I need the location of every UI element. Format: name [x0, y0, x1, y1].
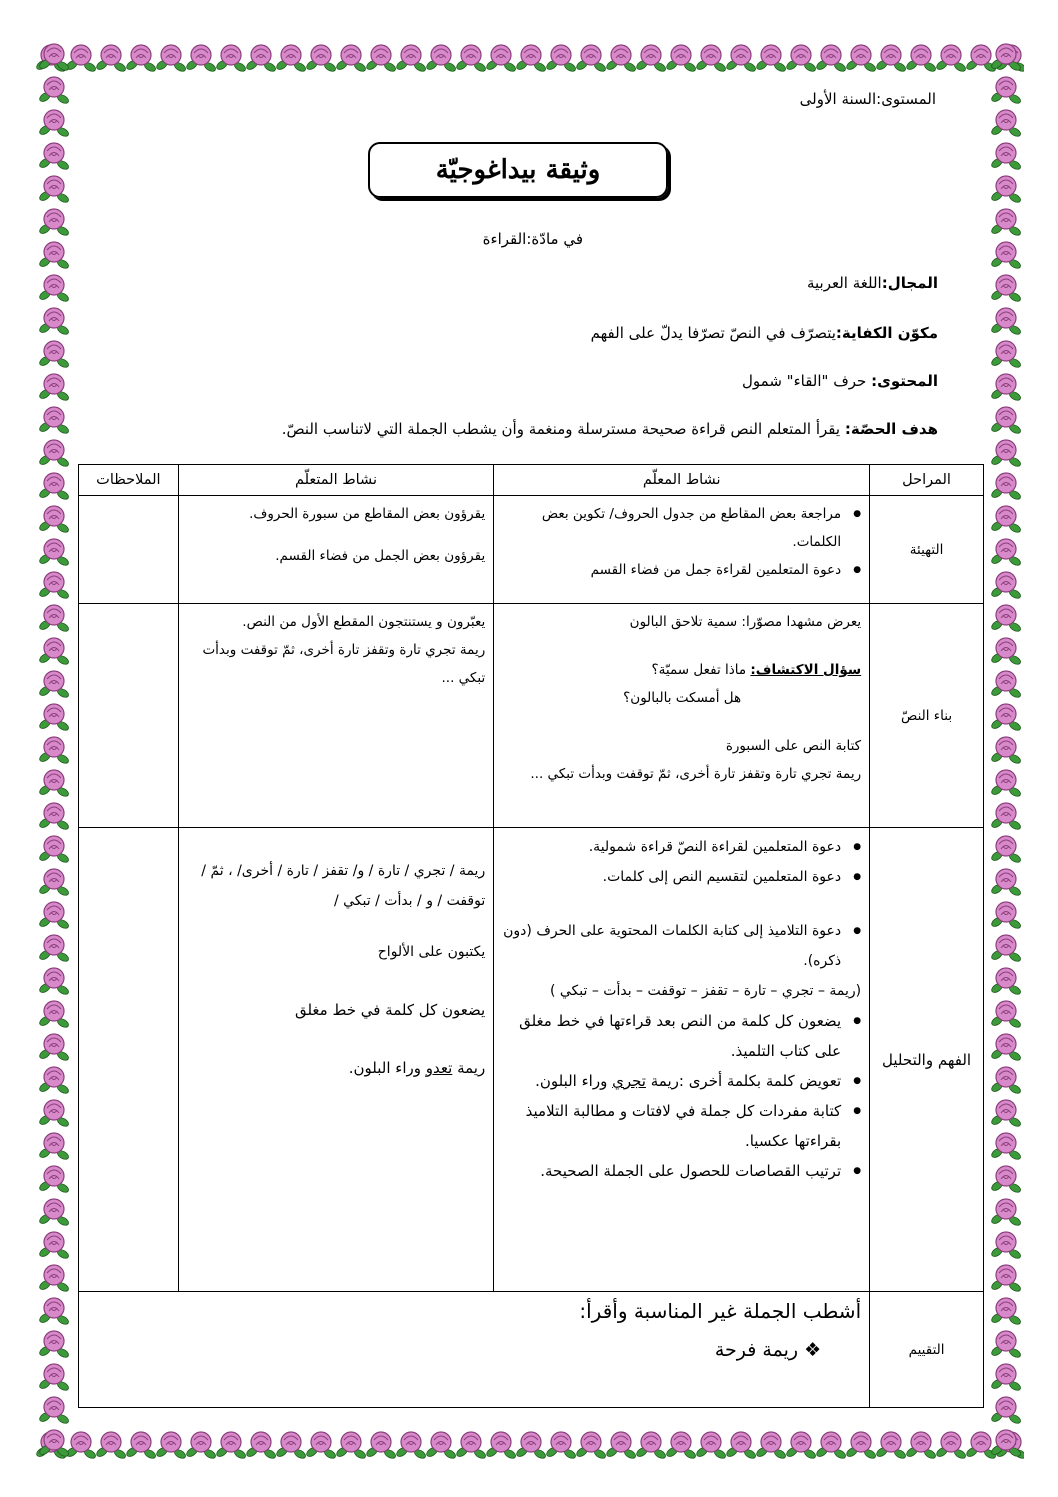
field-label: المجال:	[881, 274, 938, 292]
analysis-teacher-item: ● يضعون كل كلمة من النص بعد قراءتها في خط مغلق على كتاب التلميذ.	[502, 1006, 841, 1066]
analysis-learner-text: يكتبون على الألواح	[377, 944, 486, 960]
table-row-build	[79, 604, 984, 828]
build-teacher-text: ريمة تجري تارة وتقفز تارة أخرى، ثمّ توقفت وبدأت تبكي ...	[530, 766, 862, 782]
field-value: اللغة العربية	[806, 274, 882, 292]
header-learner: نشاط المتعلّم	[178, 465, 493, 496]
analysis-teacher-words: (ريمة – تجري – تارة – تقفز – توقفت – بدأت – تبكي )	[549, 983, 862, 999]
learner-sentence-b: وراء البلون.	[348, 1059, 426, 1077]
competency-line	[591, 324, 938, 342]
document-body	[72, 74, 988, 1425]
warmup-teacher-item: ● مراجعة بعض المقاطع من جدول الحروف/ تكوين بعض الكلمات.	[502, 500, 841, 556]
content-line	[742, 372, 938, 390]
stage-evaluation: التقييم	[870, 1292, 984, 1408]
learner-analysis	[178, 828, 493, 1292]
rose-border-right	[988, 38, 1024, 1461]
warmup-learner-text: يقرؤون بعض الجمل من فضاء القسم.	[275, 548, 486, 564]
table-row-warmup	[79, 496, 984, 604]
replace-word: تجري	[612, 1072, 646, 1090]
rose-border-left	[36, 38, 72, 1461]
warmup-learner-text: يقرؤون بعض المقاطع من سبورة الحروف.	[249, 506, 486, 522]
build-learner-text: يعبّرون و يستنتجون المقطع الأول من النص.	[242, 614, 486, 630]
lesson-plan-table	[78, 464, 984, 1408]
replace-text-b: وراء البلون.	[535, 1072, 613, 1090]
build-question-label: سؤال الاكتشاف:	[750, 662, 862, 678]
rose-border-top	[36, 38, 1024, 74]
table-row-analysis	[79, 828, 984, 1292]
teacher-warmup	[494, 496, 870, 604]
analysis-teacher-item: ● دعوة المتعلمين لقراءة النصّ قراءة شمولية.	[502, 832, 841, 862]
analysis-teacher-item: ● دعوة التلاميذ إلى كتابة الكلمات المحتوية على الحرف (دون ذكره).	[502, 916, 841, 976]
analysis-teacher-item: ● دعوة المتعلمين لتقسيم النص إلى كلمات.	[502, 862, 841, 892]
analysis-learner-words: ريمة / تجري / تارة / و/ تقفز / تارة / أخرى/ ، ثمّ / توقفت / و / بدأت / تبكي /	[201, 863, 486, 909]
build-teacher-text: كتابة النص على السبورة	[725, 738, 862, 754]
stage-build: بناء النصّ	[870, 604, 984, 828]
analysis-learner-text: يضعون كل كلمة في خط مغلق	[294, 1001, 486, 1019]
evaluation-question: أشطب الجملة غير المناسبة وأقرأ:	[579, 1299, 862, 1323]
learner-build	[178, 604, 493, 828]
competency-value: يتصرّف في النصّ تصرّفا يدلّ على الفهم	[590, 324, 836, 342]
learner-sentence-a: ريمة	[452, 1059, 486, 1077]
learner-warmup	[178, 496, 493, 604]
build-question-2: هل أمسكت بالبالون؟	[623, 690, 742, 706]
teacher-build	[494, 604, 870, 828]
goal-line	[282, 420, 938, 438]
analysis-learner-sentence	[187, 1054, 485, 1082]
stage-analysis: الفهم والتحليل	[870, 828, 984, 1292]
goal-value: يقرأ المتعلم النص قراءة صحيحة مسترسلة ومنغمة وأن يشطب الجملة التي لاتناسب النصّ.	[281, 420, 841, 438]
replace-text-a: تعويض كلمة بكلمة أخرى :ريمة	[645, 1072, 842, 1090]
header-notes: الملاحظات	[79, 465, 179, 496]
content-label: المحتوى:	[871, 372, 938, 390]
evaluation-cell	[79, 1292, 870, 1408]
build-question-1: ماذا تفعل سميّة؟	[651, 662, 747, 678]
analysis-teacher-item: ● كتابة مفردات كل جملة في لافتات و مطالبة التلاميذ بقراءتها عكسيا.	[502, 1096, 841, 1156]
notes-build	[79, 604, 179, 828]
learner-sentence-word: تعدو	[425, 1059, 453, 1077]
evaluation-answer: ❖ ريمة فرحة	[714, 1339, 822, 1361]
notes-warmup	[79, 496, 179, 604]
analysis-teacher-item: ● ترتيب القصاصات للحصول على الجملة الصحيحة.	[502, 1156, 841, 1186]
notes-analysis	[79, 828, 179, 1292]
rose-border-bottom	[36, 1425, 1024, 1461]
document-title-text: وثيقة بيداغوجيّة	[435, 155, 601, 185]
build-question-line	[502, 656, 861, 684]
build-teacher-text: يعرض مشهدا مصوّرا: سمية تلاحق البالون	[629, 614, 862, 630]
table-header-row	[79, 465, 984, 496]
build-learner-text: ريمة تجري تارة وتقفز تارة أخرى، ثمّ توقفت وبدأت تبكي ...	[202, 642, 486, 686]
competency-label: مكوّن الكفاية:	[835, 324, 938, 342]
goal-label: هدف الحصّة:	[844, 420, 938, 438]
teacher-analysis	[494, 828, 870, 1292]
content-value: حرف "القاء" شمول	[742, 372, 867, 390]
analysis-teacher-item	[502, 1066, 841, 1096]
stage-warmup: التهيئة	[870, 496, 984, 604]
header-teacher: نشاط المعلّم	[494, 465, 870, 496]
field-line	[807, 274, 938, 292]
subject-text: في مادّة:القراءة	[482, 230, 583, 248]
level-text: المستوى:السنة الأولى	[799, 90, 936, 108]
table-row-evaluation	[79, 1292, 984, 1408]
document-title	[368, 142, 668, 198]
warmup-teacher-item: ● دعوة المتعلمين لقراءة جمل من فضاء القسم	[502, 556, 841, 584]
header-stages: المراحل	[870, 465, 984, 496]
